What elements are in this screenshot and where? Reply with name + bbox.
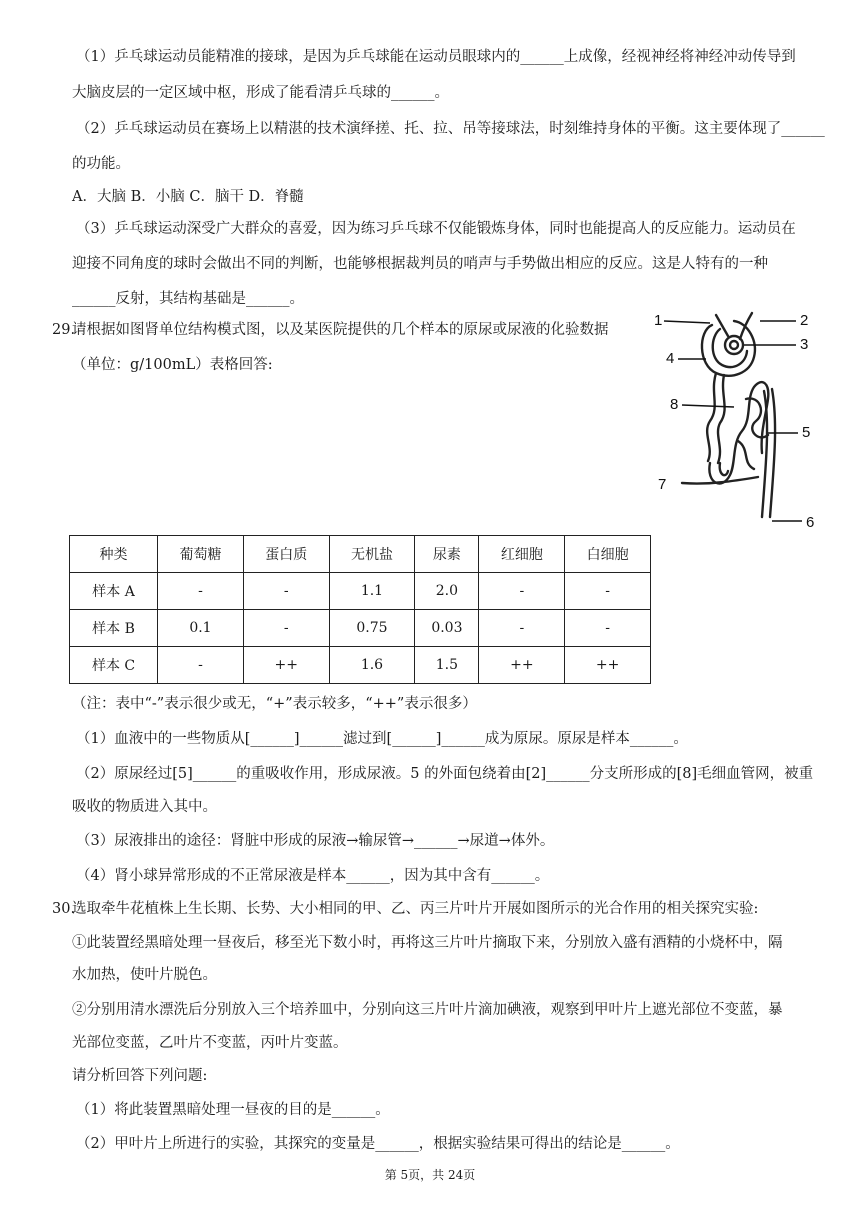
- table-header-row: [70, 536, 651, 573]
- q30-step2-line1: ②分别用清水漂洗后分别放入三个培养皿中，分别向这三片叶片滴加碘液，观察到甲叶片上遮光部位不变蓝，暴: [72, 1002, 783, 1018]
- q29-sub3: （3）尿液排出的途径：肾脏中形成的尿液→输尿管→______→尿道→体外。: [76, 833, 555, 849]
- q30-step2-line2: 光部位变蓝，乙叶片不变蓝，丙叶片变蓝。: [72, 1035, 348, 1051]
- q28-part3-line2: 迎接不同角度的球时会做出不同的判断，也能够根据裁判员的哨声与手势做出相应的反应。这是人特有的一种: [72, 256, 768, 272]
- q29-stem-line2: （单位：g/100mL）表格回答:: [72, 357, 273, 373]
- q28-part1-line1: （1）乒乓球运动员能精准的接球，是因为乒乓球能在运动员眼球内的______上成像，经视神经将神经冲动传导到: [76, 49, 796, 65]
- q30-step1-line1: ①此装置经黑暗处理一昼夜后，移至光下数小时，再将这三片叶片摘取下来，分别放入盛有酒精的小烧杯中，隔: [72, 935, 783, 951]
- q30-number: 30.: [52, 901, 76, 917]
- q28-part1-line2: 大脑皮层的一定区域中枢，形成了能看清乒乓球的______。: [72, 85, 449, 101]
- q28-options: A．大脑 B．小脑 C．脑干 D．脊髓: [72, 189, 304, 205]
- table-header-cell: 种类: [70, 536, 158, 573]
- table-cell: 1.1: [329, 573, 415, 610]
- q30-step1-line2: 水加热，使叶片脱色。: [72, 967, 217, 983]
- q30-stem: 选取牵牛花植株上生长期、长势、大小相同的甲、乙、丙三片叶片开展如图所示的光合作用的相关探究实验:: [72, 901, 759, 917]
- table-cell: 样本 C: [70, 647, 158, 684]
- table-cell: 0.03: [415, 610, 479, 647]
- table-cell: -: [243, 610, 329, 647]
- table-row: [70, 647, 651, 684]
- urine-sample-table: [69, 535, 651, 684]
- page-footer: 第 5页，共 24页: [384, 1168, 476, 1182]
- table-header-cell: 蛋白质: [243, 536, 329, 573]
- table-cell: -: [158, 573, 244, 610]
- q30-sub2: （2）甲叶片上所进行的实验，其探究的变量是______，根据实验结果可得出的结论是______。: [76, 1136, 680, 1152]
- q29-stem-line1: 请根据如图肾单位结构模式图，以及某医院提供的几个样本的原尿或尿液的化验数据: [72, 322, 609, 338]
- table-header-cell: 葡萄糖: [158, 536, 244, 573]
- table-cell: ++: [479, 647, 565, 684]
- table-cell: -: [243, 573, 329, 610]
- table-cell: -: [479, 610, 565, 647]
- q29-sub4: （4）肾小球异常形成的不正常尿液是样本______，因为其中含有______。: [76, 868, 550, 884]
- table-cell: ++: [565, 647, 651, 684]
- table-cell: -: [565, 610, 651, 647]
- q29-table-note: （注：表中“-”表示很少或无，“+”表示较多，“++”表示很多）: [72, 696, 477, 712]
- q29-sub2-line2: 吸收的物质进入其中。: [72, 799, 217, 815]
- table-cell: 0.75: [329, 610, 415, 647]
- diagram-label-1: 1: [654, 312, 663, 329]
- q30-prompt: 请分析回答下列问题:: [72, 1068, 208, 1084]
- q30-sub1: （1）将此装置黑暗处理一昼夜的目的是______。: [76, 1102, 390, 1118]
- q28-part2-line1: （2）乒乓球运动员在赛场上以精湛的技术演绎搓、托、拉、吊等接球法，时刻维持身体的平衡。这主要体现了______: [76, 121, 825, 137]
- table-cell: -: [158, 647, 244, 684]
- table-header-cell: 尿素: [415, 536, 479, 573]
- diagram-label-8: 8: [670, 396, 679, 413]
- table-cell: 2.0: [415, 573, 479, 610]
- q28-part2-line2: 的功能。: [72, 156, 130, 172]
- diagram-label-4: 4: [666, 350, 675, 367]
- q29-number: 29.: [52, 322, 76, 338]
- table-cell: -: [479, 573, 565, 610]
- table-cell: 1.5: [415, 647, 479, 684]
- table-header-cell: 白细胞: [565, 536, 651, 573]
- diagram-label-6: 6: [806, 514, 815, 531]
- diagram-label-5: 5: [802, 424, 811, 441]
- table-row: [70, 573, 651, 610]
- table-header-cell: 红细胞: [479, 536, 565, 573]
- table-cell: -: [565, 573, 651, 610]
- table-header-cell: 无机盐: [329, 536, 415, 573]
- table-cell: ++: [243, 647, 329, 684]
- diagram-label-3: 3: [800, 336, 809, 353]
- table-cell: 样本 A: [70, 573, 158, 610]
- q28-part3-line3: ______反射，其结构基础是______。: [72, 291, 304, 307]
- table-cell: 1.6: [329, 647, 415, 684]
- nephron-diagram: [650, 303, 830, 538]
- diagram-label-2: 2: [800, 312, 809, 329]
- table-cell: 0.1: [158, 610, 244, 647]
- q29-sub1: （1）血液中的一些物质从[______]______滤过到[______]______成为原尿。原尿是样本______。: [76, 731, 688, 747]
- table-row: [70, 610, 651, 647]
- q28-part3-line1: （3）乒乓球运动深受广大群众的喜爱，因为练习乒乓球不仅能锻炼身体，同时也能提高人的反应能力。运动员在: [76, 221, 796, 237]
- q29-sub2-line1: （2）原尿经过[5]______的重吸收作用，形成尿液。5 的外面包绕着由[2]______分支所形成的[8]毛细血管网，被重: [76, 766, 814, 782]
- table-cell: 样本 B: [70, 610, 158, 647]
- diagram-label-7: 7: [658, 476, 667, 493]
